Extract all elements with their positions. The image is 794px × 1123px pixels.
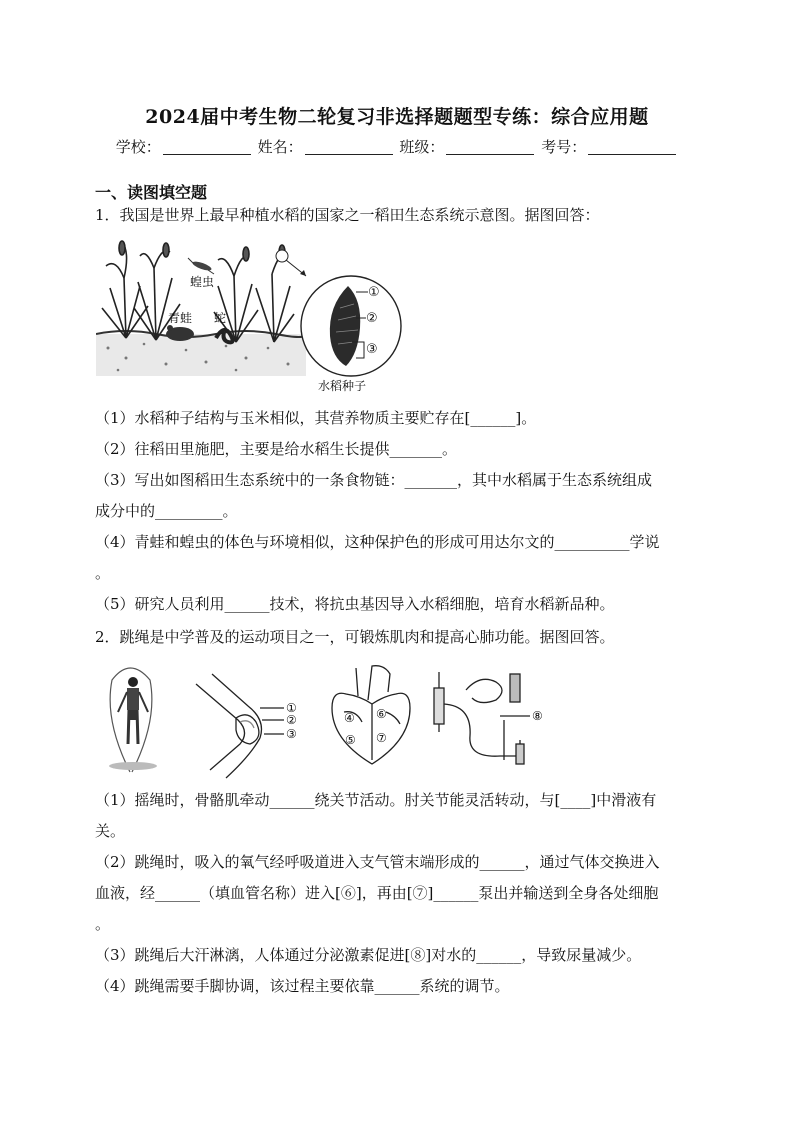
seed-label-1: ① (368, 285, 380, 300)
q2-sub-1: （1）摇绳时，骨骼肌牵动______绕关节活动。肘关节能灵活转动，与[____]中滑液有 (95, 791, 657, 809)
q1-sub-1: （1）水稻种子结构与玉米相似，其营养物质主要贮存在[______]。 (95, 409, 537, 427)
rice-plant-icon (134, 243, 180, 340)
label-locust: 蝗虫 (190, 275, 215, 289)
school-label: 学校： (115, 138, 161, 156)
heart-label-7: ⑦ (376, 731, 387, 745)
q1-sub-2: （2）往稻田里施肥，主要是给水稻生长提供_______。 (95, 440, 458, 458)
q2-stem: 2．跳绳是中学普及的运动项目之一，可锻炼肌肉和提高心肺功能。据图回答。 (95, 628, 615, 646)
q1-sub-4: （4）青蛙和蝗虫的体色与环境相似，这种保护色的形成可用达尔文的__________学说 (95, 533, 660, 551)
joint-label-1: ① (286, 701, 297, 715)
joint-label-3: ③ (286, 727, 297, 741)
rice-plant-icon (214, 247, 258, 342)
name-blank[interactable] (305, 140, 393, 155)
q1-sub-3-cont: 成分中的_________。 (95, 502, 238, 520)
student-info-row (0, 136, 794, 157)
class-blank[interactable] (446, 140, 534, 155)
seed-caption: 水稻种子 (318, 379, 367, 393)
class-label: 班级： (399, 138, 445, 156)
jump-rope-person-icon (109, 668, 157, 772)
rice-plant-icon (256, 245, 294, 342)
seed-label-3: ③ (366, 342, 378, 357)
name-label: 姓名： (257, 138, 303, 156)
q1-sub-4-cont: 。 (95, 564, 111, 582)
nephron-diagram (434, 672, 530, 764)
q2-sub-2: （2）跳绳时，吸入的氧气经呼吸道进入支气管末端形成的______，通过气体交换进入 (95, 853, 660, 871)
q1-stem: 1．我国是世界上最早种植水稻的国家之一稻田生态系统示意图。据图回答： (95, 206, 600, 224)
exam-no-blank[interactable] (588, 140, 676, 155)
heart-label-6: ⑥ (376, 707, 387, 721)
section-heading: 一、读图填空题 (95, 183, 208, 202)
seed-label-2: ② (366, 311, 378, 326)
jump-rope-figures (100, 660, 550, 780)
school-blank[interactable] (163, 140, 251, 155)
exam-no-label: 考号： (541, 138, 587, 156)
elbow-joint-diagram (196, 674, 284, 778)
heart-label-5: ⑤ (345, 733, 356, 747)
heart-label-4: ④ (344, 711, 355, 725)
q2-sub-2-cont: 血液，经______（填血管名称）进入[⑥]，再由[⑦]______泵出并输送到全身各处细胞 (95, 884, 659, 902)
q2-sub-1-cont: 关。 (95, 822, 126, 840)
q2-sub-3: （3）跳绳后大汗淋漓，人体通过分泌激素促进[⑧]对水的______，导致尿量减少。 (95, 946, 642, 964)
frog-icon (166, 325, 194, 341)
q2-sub-2-end: 。 (95, 915, 111, 933)
rice-ecosystem-figure (96, 238, 408, 396)
nephron-label-8: ⑧ (532, 709, 543, 723)
rice-seed-diagram (301, 276, 401, 376)
label-snake: 蛇 (214, 311, 227, 325)
joint-label-2: ② (286, 713, 297, 727)
page-title: 2024届中考生物二轮复习非选择题题型专练：综合应用题 (145, 106, 649, 128)
label-frog: 青蛙 (168, 311, 193, 325)
q1-sub-5: （5）研究人员利用______技术，将抗虫基因导入水稻细胞，培育水稻新品种。 (95, 595, 615, 613)
locust-icon (188, 258, 214, 274)
q2-sub-4: （4）跳绳需要手脚协调，该过程主要依靠______系统的调节。 (95, 977, 510, 995)
q1-sub-3: （3）写出如图稻田生态系统中的一条食物链：_______，其中水稻属于生态系统组成 (95, 471, 653, 489)
